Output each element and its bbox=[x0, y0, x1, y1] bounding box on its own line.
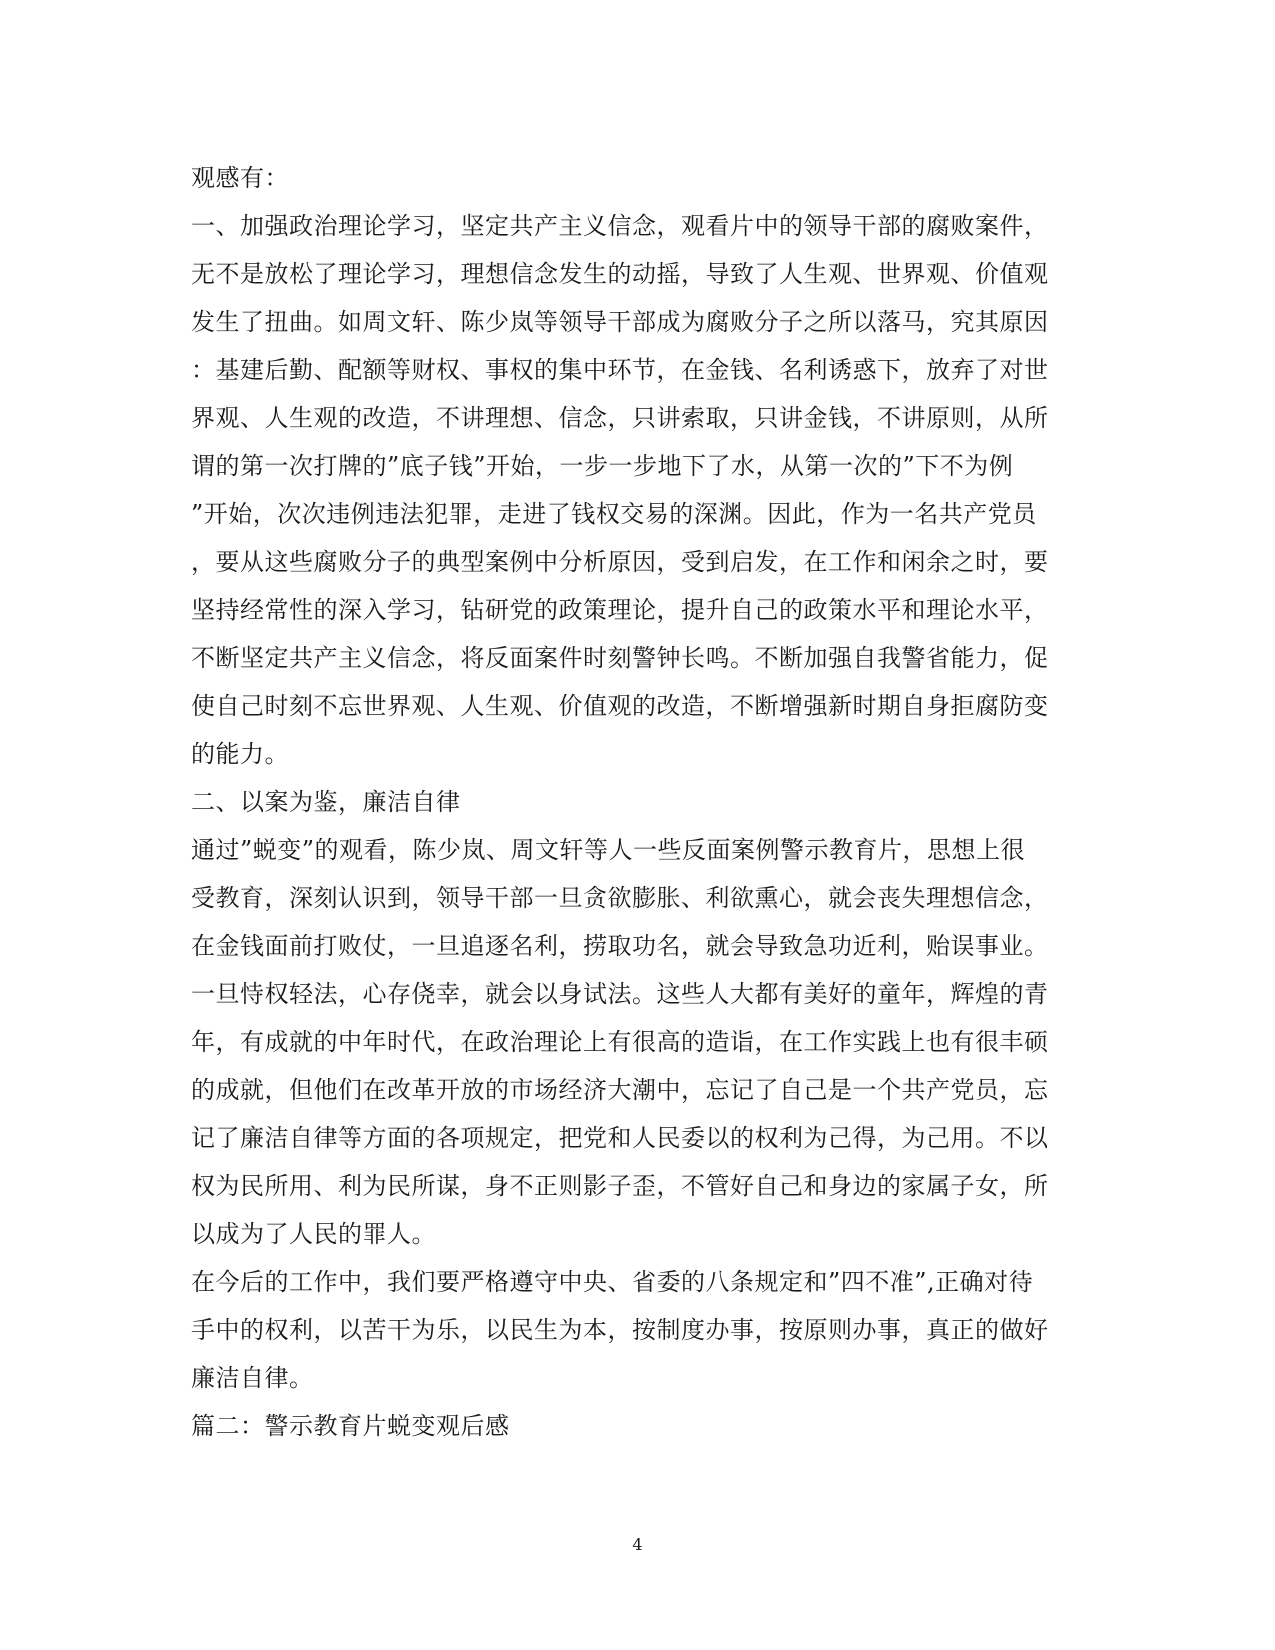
text-line: 坚持经常性的深入学习，钻研党的政策理论，提升自己的政策水平和理论水平， bbox=[191, 596, 1049, 624]
text-line: 一、加强政治理论学习，坚定共产主义信念，观看片中的领导干部的腐败案件， bbox=[191, 212, 1049, 240]
text-line: 无不是放松了理论学习，理想信念发生的动摇，导致了人生观、世界观、价值观 bbox=[191, 260, 1049, 288]
text-line: ”开始，次次违例违法犯罪，走进了钱权交易的深渊。因此，作为一名共产党员 bbox=[191, 500, 1037, 528]
text-line: 一旦恃权轻法，心存侥幸，就会以身试法。这些人大都有美好的童年，辉煌的青 bbox=[191, 980, 1049, 1008]
section-heading: 二、以案为鉴，廉洁自律 bbox=[191, 788, 461, 816]
text-line: 发生了扭曲。如周文轩、陈少岚等领导干部成为腐败分子之所以落马，究其原因 bbox=[191, 308, 1049, 336]
text-line: 手中的权利，以苦干为乐，以民生为本，按制度办事，按原则办事，真正的做好 bbox=[191, 1316, 1049, 1344]
section-heading: 篇二：警示教育片蜕变观后感 bbox=[191, 1412, 510, 1440]
document-body bbox=[191, 154, 1071, 1450]
text-line: 通过”蜕变”的观看，陈少岚、周文轩等人一些反面案例警示教育片，思想上很 bbox=[191, 836, 1026, 864]
page-number: 4 bbox=[632, 1535, 643, 1554]
text-line: 受教育，深刻认识到，领导干部一旦贪欲膨胀、利欲熏心，就会丧失理想信念， bbox=[191, 884, 1049, 912]
text-line: 权为民所用、利为民所谋，身不正则影子歪，不管好自己和身边的家属子女，所 bbox=[191, 1172, 1049, 1200]
text-line: 记了廉洁自律等方面的各项规定，把党和人民委以的权利为己得，为己用。不以 bbox=[191, 1124, 1049, 1152]
text-line: 谓的第一次打牌的”底子钱”开始，一步一步地下了水，从第一次的”下不为例 bbox=[191, 452, 1014, 480]
text-line: 廉洁自律。 bbox=[191, 1364, 314, 1392]
text-line: 的能力。 bbox=[191, 740, 289, 768]
text-line: ：基建后勤、配额等财权、事权的集中环节，在金钱、名利诱惑下，放弃了对世 bbox=[191, 356, 1049, 384]
text-line: 年，有成就的中年时代，在政治理论上有很高的造诣，在工作实践上也有很丰硕 bbox=[191, 1028, 1049, 1056]
text-line: 的成就，但他们在改革开放的市场经济大潮中，忘记了自己是一个共产党员，忘 bbox=[191, 1076, 1049, 1104]
text-line: ，要从这些腐败分子的典型案例中分析原因，受到启发，在工作和闲余之时，要 bbox=[191, 548, 1049, 576]
text-line: 界观、人生观的改造，不讲理想、信念，只讲索取，只讲金钱，不讲原则，从所 bbox=[191, 404, 1049, 432]
text-line: 在金钱面前打败仗，一旦追逐名利，捞取功名，就会导致急功近利，贻误事业。 bbox=[191, 932, 1049, 960]
text-line: 使自己时刻不忘世界观、人生观、价值观的改造，不断增强新时期自身拒腐防变 bbox=[191, 692, 1049, 720]
text-line: 观感有： bbox=[191, 164, 289, 192]
text-line: 以成为了人民的罪人。 bbox=[191, 1220, 436, 1248]
text-line: 不断坚定共产主义信念，将反面案件时刻警钟长鸣。不断加强自我警省能力，促 bbox=[191, 644, 1049, 672]
text-line: 在今后的工作中，我们要严格遵守中央、省委的八条规定和”四不准”,正确对待 bbox=[191, 1268, 1034, 1296]
